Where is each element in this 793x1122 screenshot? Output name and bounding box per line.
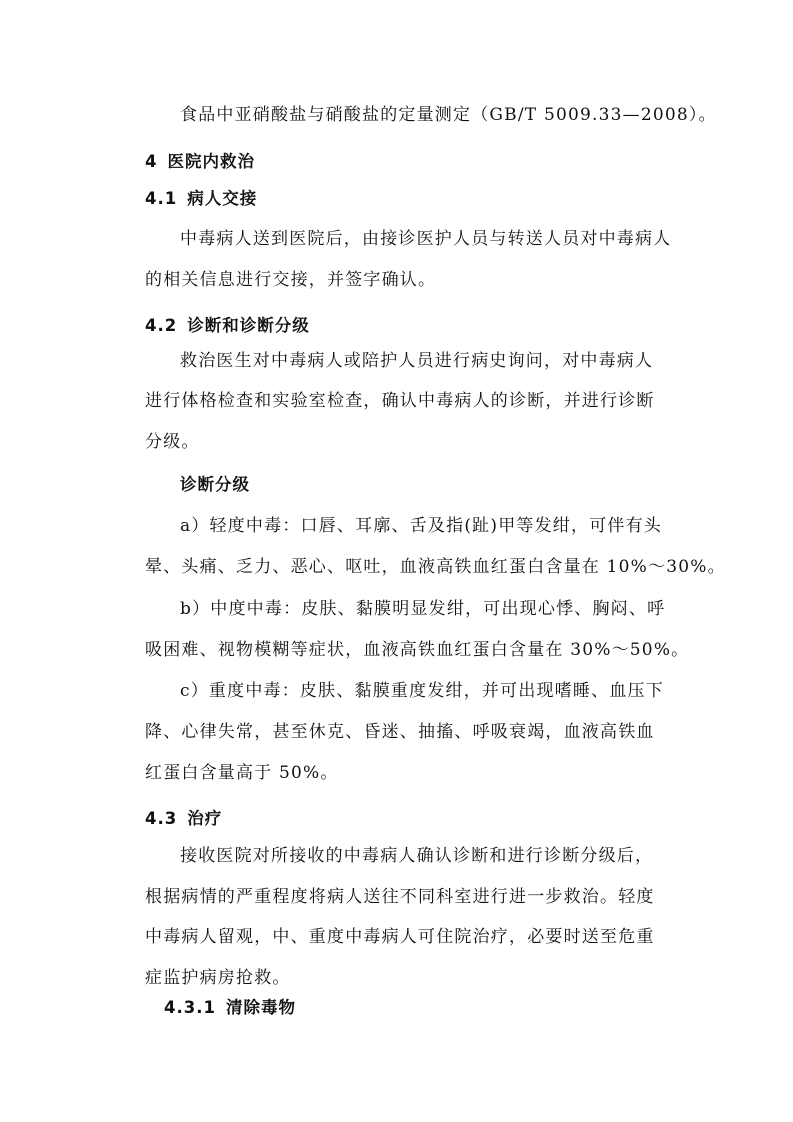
list-item-b-line: 吸困难、视物模糊等症状，血液高铁血红蛋白含量在 30%～50%。 xyxy=(145,640,690,660)
section-number: 4.1 xyxy=(145,189,178,208)
section-title: 诊断和诊断分级 xyxy=(187,316,310,335)
paragraph-line: 的相关信息进行交接，并签字确认。 xyxy=(145,270,437,290)
subsection-title: 诊断分级 xyxy=(180,475,250,494)
section-title: 病人交接 xyxy=(187,189,258,208)
section-title: 清除毒物 xyxy=(225,998,296,1017)
section-title: 治疗 xyxy=(187,809,223,828)
paragraph-line: 进行体格检查和实验室检查，确认中毒病人的诊断，并进行诊断 xyxy=(145,391,655,411)
section-heading-4-1 xyxy=(145,188,675,210)
list-item-a-line: 晕、头痛、乏力、恶心、呕吐，血液高铁血红蛋白含量在 10%～30%。 xyxy=(145,557,726,577)
paragraph-line: 症监护病房抢救。 xyxy=(145,968,291,988)
paragraph-line: 分级。 xyxy=(145,432,200,452)
list-item-c-line: 降、心律失常，甚至休克、昏迷、抽搐、呼吸衰竭，血液高铁血 xyxy=(145,722,655,742)
paragraph-line: 救治医生对中毒病人或陪护人员进行病史询问，对中毒病人 xyxy=(180,351,654,371)
section-number: 4.3.1 xyxy=(164,998,216,1017)
section-number: 4.3 xyxy=(145,809,178,828)
list-item-b-line: b）中度中毒：皮肤、黏膜明显发绀，可出现心悸、胸闷、呼 xyxy=(180,599,666,619)
section-heading-4-3-1 xyxy=(164,997,694,1019)
section-heading-4-3 xyxy=(145,808,675,830)
paragraph-line: 根据病情的严重程度将病人送往不同科室进行进一步救治。轻度 xyxy=(145,887,655,907)
paragraph-line: 中毒病人留观，中、重度中毒病人可住院治疗，必要时送至危重 xyxy=(145,927,655,947)
section-number: 4.2 xyxy=(145,316,178,335)
paragraph-line: 接收医院对所接收的中毒病人确认诊断和进行诊断分级后， xyxy=(180,846,654,866)
list-item-c-line: 红蛋白含量高于 50%。 xyxy=(145,763,339,783)
section-title: 医院内救治 xyxy=(167,152,255,171)
list-item-a-line: a）轻度中毒：口唇、耳廓、舌及指(趾)甲等发绀，可伴有头 xyxy=(180,516,662,536)
section-heading-4 xyxy=(145,151,675,173)
section-heading-4-2 xyxy=(145,315,675,337)
section-number: 4 xyxy=(145,152,158,171)
list-item-c-line: c）重度中毒：皮肤、黏膜重度发绀，并可出现嗜睡、血压下 xyxy=(180,681,664,701)
reference-line: 食品中亚硝酸盐与硝酸盐的定量测定（GB/T 5009.33—2008）。 xyxy=(180,105,717,125)
paragraph-line: 中毒病人送到医院后，由接诊医护人员与转送人员对中毒病人 xyxy=(180,229,672,249)
